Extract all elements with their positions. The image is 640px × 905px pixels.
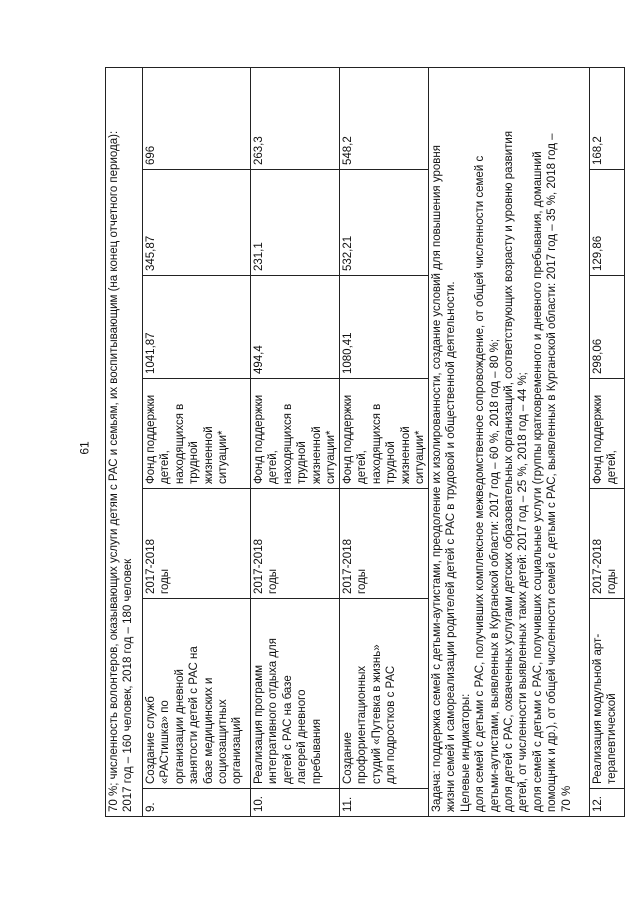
source-cell bbox=[143, 378, 250, 488]
source-cell bbox=[340, 378, 428, 488]
measure-cell bbox=[143, 598, 250, 788]
source-line: ситуации* bbox=[217, 430, 230, 484]
measure-cell bbox=[340, 598, 428, 788]
measure-line: Создание служб bbox=[145, 696, 157, 784]
period-line: годы bbox=[159, 568, 172, 594]
indicator-line: 70 %; численность волонтеров, оказывающих услуги детям с РАС и семьям, их воспитывающим (на конец отчетного периода): bbox=[108, 130, 120, 812]
source-line: Фонд поддержки bbox=[342, 394, 354, 484]
period-cell bbox=[590, 488, 624, 598]
period-line: 2017-2018 bbox=[592, 539, 604, 594]
measure-line: детей с РАС на базе bbox=[281, 675, 294, 784]
source-line: детей, bbox=[606, 450, 619, 484]
measure-line: занятости детей с РАС на bbox=[188, 646, 201, 784]
year-2017-cell: 345,87 bbox=[143, 169, 250, 275]
measure-line: для подростков с РАС bbox=[385, 665, 398, 784]
measure-line: терапевтической bbox=[606, 693, 619, 784]
measure-line: студий «Путевка в жизнь» bbox=[370, 644, 383, 784]
total-cell: 298,06 bbox=[590, 275, 624, 378]
source-line: жизненной bbox=[202, 426, 215, 484]
source-line: ситуации* bbox=[414, 430, 427, 484]
task-line: доля семей с детьми с РАС, получивших социальные услуги (группы кратковременного и дневного пребывания, домашний bbox=[531, 151, 544, 812]
measure-line: лагерей дневного bbox=[296, 689, 309, 784]
measure-line: профориентационных bbox=[356, 665, 369, 784]
year-2017-cell: 532,21 bbox=[340, 169, 428, 275]
source-line: жизненной bbox=[310, 426, 323, 484]
task-line: жизни семей и самореализации родителей детей с РАС в трудовой и общественной деятельности. bbox=[445, 281, 458, 812]
year-2018-cell: 263,3 bbox=[253, 136, 265, 165]
measure-line: «РАСтишка» по bbox=[159, 700, 172, 784]
task-line: доля детей с РАС, охваченных услугами детских образовательных организаций, соответствующих возрасту и уровню развития bbox=[503, 130, 516, 812]
source-line: детей, bbox=[159, 450, 172, 484]
task-line: 70 % bbox=[560, 785, 573, 812]
task-line: Задача: поддержка семей с детьми-аутистами, преодоление их изолированности, создание условий для повышения уровня bbox=[431, 145, 443, 812]
year-2018-cell: 168,2 bbox=[592, 136, 604, 165]
task-block bbox=[429, 68, 590, 816]
table-row bbox=[143, 68, 251, 816]
period-cell bbox=[143, 488, 250, 598]
measure-line: организаций bbox=[231, 716, 244, 784]
task-line: детьми-аутистами, выявленных в Курганской области: 2017 год – 60 %, 2018 год – 80 %; bbox=[488, 338, 501, 812]
page-number: 61 bbox=[77, 441, 92, 455]
source-cell bbox=[251, 378, 339, 488]
task-line: детей, от численности выявленных таких детей: 2017 год – 25 %, 2018 год – 44 %; bbox=[517, 372, 530, 812]
measure-line: Реализация модульной арт- bbox=[592, 633, 604, 784]
measure-cell bbox=[590, 598, 624, 788]
measure-line: социозащитных bbox=[217, 699, 230, 784]
measure-line: интегративного отдыха для bbox=[267, 638, 280, 784]
measure-cell bbox=[251, 598, 339, 788]
indicator-line: 2017 год – 160 человек, 2018 год – 180 человек bbox=[122, 558, 135, 812]
year-2018-cell: 548,2 bbox=[342, 136, 354, 165]
measure-line: базе медицинских и bbox=[202, 677, 215, 784]
source-cell bbox=[590, 378, 624, 488]
row-number: 12. bbox=[590, 788, 624, 816]
measure-line: пребывания bbox=[310, 718, 323, 784]
source-line: Фонд поддержки bbox=[145, 394, 157, 484]
year-2017-cell: 129,86 bbox=[590, 169, 624, 275]
total-cell: 1080,41 bbox=[340, 275, 428, 378]
total-cell: 494,4 bbox=[251, 275, 339, 378]
period-line: годы bbox=[356, 568, 369, 594]
row-number: 9. bbox=[143, 788, 250, 816]
table-row bbox=[590, 68, 624, 816]
period-line: 2017-2018 bbox=[253, 539, 265, 594]
year-2018-cell: 696 bbox=[145, 145, 157, 165]
measure-line: Реализация программ bbox=[253, 664, 265, 784]
task-line: доля семей с детьми с РАС, получивших комплексное межведомственное сопровождение, от общей численности семей с bbox=[474, 155, 487, 812]
period-cell bbox=[340, 488, 428, 598]
source-line: Фонд поддержки bbox=[253, 394, 265, 484]
source-line: находящихся в bbox=[370, 403, 383, 484]
source-line: трудной bbox=[385, 441, 398, 484]
indicator-volunteers bbox=[106, 68, 143, 816]
period-line: 2017-2018 bbox=[145, 539, 157, 594]
period-line: 2017-2018 bbox=[342, 539, 354, 594]
source-line: находящихся в bbox=[173, 403, 186, 484]
source-line: трудной bbox=[296, 441, 309, 484]
source-line: детей, bbox=[356, 450, 369, 484]
row-number: 10. bbox=[251, 788, 339, 816]
period-cell bbox=[251, 488, 339, 598]
period-line: годы bbox=[267, 568, 280, 594]
year-2017-cell: 231,1 bbox=[251, 169, 339, 275]
task-line: Целевые индикаторы: bbox=[459, 693, 472, 812]
table-row bbox=[340, 68, 429, 816]
table-row bbox=[251, 68, 340, 816]
row-number: 11. bbox=[340, 788, 428, 816]
source-line: трудной bbox=[188, 441, 201, 484]
source-line: Фонд поддержки bbox=[592, 394, 604, 484]
source-line: находящихся в bbox=[281, 403, 294, 484]
measures-table bbox=[105, 67, 625, 817]
source-line: жизненной bbox=[399, 426, 412, 484]
measure-line: организации дневной bbox=[173, 669, 186, 784]
task-line: помощник и др.), от общей численности семей с детьми с РАС, выявленных в Курганской области: 2017 год – 35 %, 2018 год – bbox=[546, 133, 559, 812]
source-line: детей, bbox=[267, 450, 280, 484]
measure-line: Создание bbox=[342, 732, 354, 784]
total-cell: 1041,87 bbox=[143, 275, 250, 378]
source-line: ситуации* bbox=[325, 430, 338, 484]
period-line: годы bbox=[606, 568, 619, 594]
